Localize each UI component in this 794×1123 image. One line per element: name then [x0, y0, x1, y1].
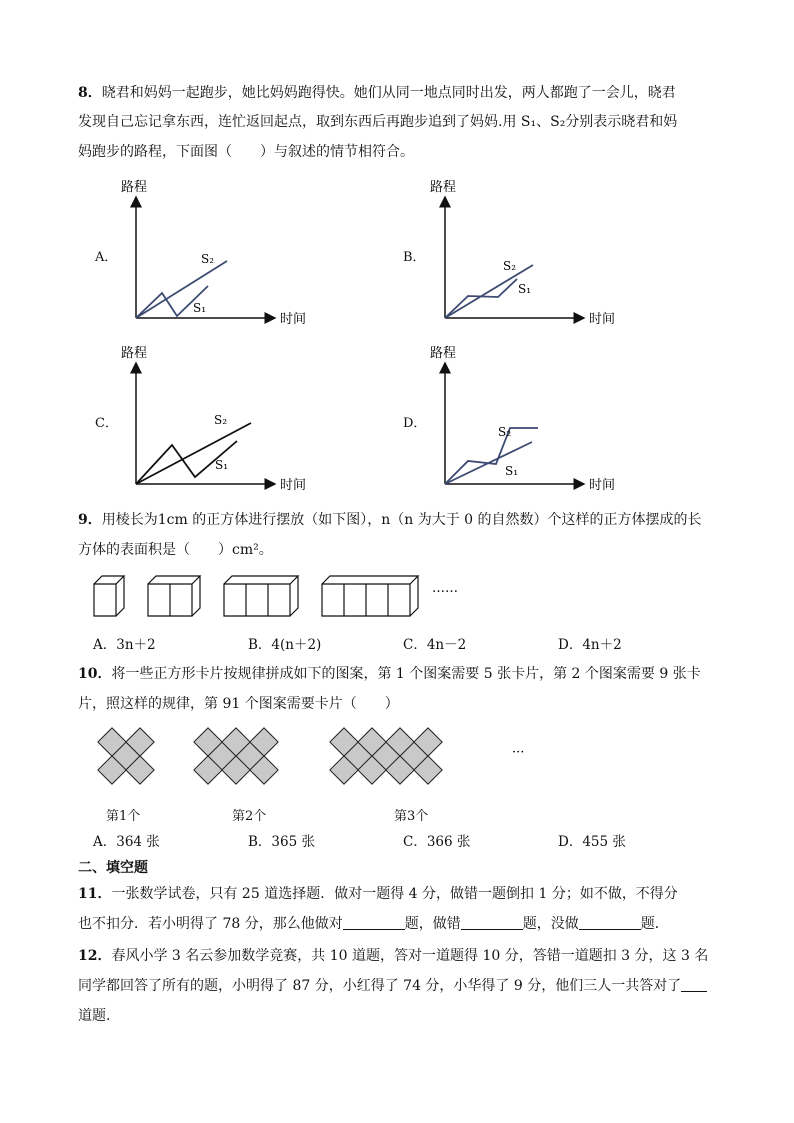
graph-c-ylabel: 路程: [121, 346, 148, 361]
q12-text2: 同学都回答了所有的题，小明得了 87 分，小红得了 74 分，小华得了 9 分，他们三人一共答对了: [78, 978, 682, 994]
graph-b-letter: B．: [403, 250, 426, 265]
q10-pattern-figures: [88, 722, 548, 792]
q11-text2d: 题．: [640, 916, 669, 932]
q9-option-b[interactable]: B．4(n＋2): [248, 637, 322, 653]
graph-d-letter: D．: [403, 416, 427, 431]
q11-number: 11．: [78, 886, 112, 902]
graph-a-s2-label: S₂: [201, 252, 215, 266]
q8-line3: 妈跑步的路程，下面图（ ）与叙述的情节相符合。: [78, 144, 414, 160]
q11-line2: [78, 914, 669, 934]
graph-c-xlabel: 时间: [280, 478, 307, 493]
graph-c-s2-label: S₂: [214, 413, 228, 427]
q8-number: 8．: [78, 85, 102, 101]
graph-b-s2-label: S₂: [503, 259, 517, 273]
graph-a-s1-label: S₁: [193, 301, 207, 315]
q10-option-b[interactable]: B．365 张: [248, 834, 315, 850]
q10-text1: 将一些正方形卡片按规律拼成如下的图案，第 1 个图案需要 5 张卡片，第 2 个图案需要 9 张卡: [111, 666, 701, 682]
q10-option-a[interactable]: A．364 张: [93, 834, 160, 850]
q9-option-a[interactable]: A．3n＋2: [93, 637, 156, 653]
section-fill-in-title: 二、填空题: [78, 860, 148, 876]
q9-number: 9．: [78, 512, 102, 528]
graph-a-xlabel: 时间: [280, 312, 307, 327]
graph-d-xlabel: 时间: [589, 478, 616, 493]
graph-c: [115, 341, 325, 501]
q10-line2: 片，照这样的规律，第 91 个图案需要卡片（ ）: [78, 696, 399, 712]
q10-caption-2: 第2个: [232, 809, 267, 824]
q11-text1: 一张数学试卷，只有 25 道选择题．做对一题得 4 分，做错一题倒扣 1 分；如不做，不得分: [111, 886, 678, 902]
graph-a-s2-line: [136, 261, 227, 318]
graph-d-s1-line: [445, 428, 538, 484]
q12-blank-total[interactable]: [681, 977, 707, 992]
graph-d: [424, 341, 634, 501]
graph-c-s1-label: S₁: [215, 458, 229, 472]
q12-line1: [78, 946, 708, 966]
q11-text2c: 题，没做: [522, 916, 579, 932]
graph-b-s1-label: S₁: [518, 282, 532, 296]
q9-option-d[interactable]: D．4n＋2: [558, 637, 622, 653]
q10-option-d[interactable]: D．455 张: [558, 834, 626, 850]
q10-caption-3: 第3个: [394, 809, 429, 824]
graph-d-s2-line: [445, 442, 532, 484]
q11-line1: [78, 884, 678, 904]
q11-blank-skipped[interactable]: [579, 915, 641, 930]
graph-a-letter: A．: [95, 250, 118, 265]
q10-line1: [78, 664, 701, 684]
graph-b: [424, 175, 634, 335]
q10-ellipsis: ···: [512, 745, 525, 760]
q9-text1: 用棱长为1cm 的正方体进行摆放（如下图），n（n 为大于 0 的自然数）个这样的正方体摆成的长: [101, 512, 702, 528]
graph-c-letter: C．: [95, 416, 118, 431]
q8-line1: [78, 83, 676, 103]
q12-line2: [78, 976, 707, 996]
q11-blank-wrong[interactable]: [461, 915, 523, 930]
q11-text2a: 也不扣分．若小明得了 78 分，那么他做对: [78, 916, 343, 932]
graph-b-ylabel: 路程: [430, 180, 457, 195]
q9-line2: 方体的表面积是（ ）cm²。: [78, 542, 273, 558]
q8-line2: 发现自己忘记拿东西，连忙返回起点，取到东西后再跑步追到了妈妈.用 S₁、S₂分别表示晓君和妈: [78, 114, 678, 130]
q12-number: 12．: [78, 948, 112, 964]
q10-option-c[interactable]: C．366 张: [403, 834, 471, 850]
q12-line3: 道题.: [78, 1008, 111, 1024]
q10-number: 10．: [78, 666, 112, 682]
graph-a-ylabel: 路程: [121, 180, 148, 195]
q12-text1: 春风小学 3 名云参加数学竞赛，共 10 道题，答对一道题得 10 分，答错一道题扣 3 分，这 3 名: [111, 948, 709, 964]
graph-d-ylabel: 路程: [430, 346, 457, 361]
q8-text1: 晓君和妈妈一起跑步，她比妈妈跑得快。她们从同一地点同时出发，两人都跑了一会儿，晓君: [101, 85, 676, 101]
q9-cube-figures: [90, 572, 510, 622]
graph-d-s1-label: S₁: [505, 464, 519, 478]
graph-a: [115, 175, 325, 335]
q11-blank-correct[interactable]: [343, 915, 405, 930]
graph-d-s2-label: S₂: [498, 425, 512, 439]
q9-line1: [78, 510, 702, 530]
q11-text2b: 题，做错: [404, 916, 461, 932]
q9-option-c[interactable]: C．4n－2: [403, 637, 467, 653]
q10-caption-1: 第1个: [106, 809, 141, 824]
graph-b-xlabel: 时间: [589, 312, 616, 327]
q9-ellipsis: ……: [432, 581, 458, 596]
